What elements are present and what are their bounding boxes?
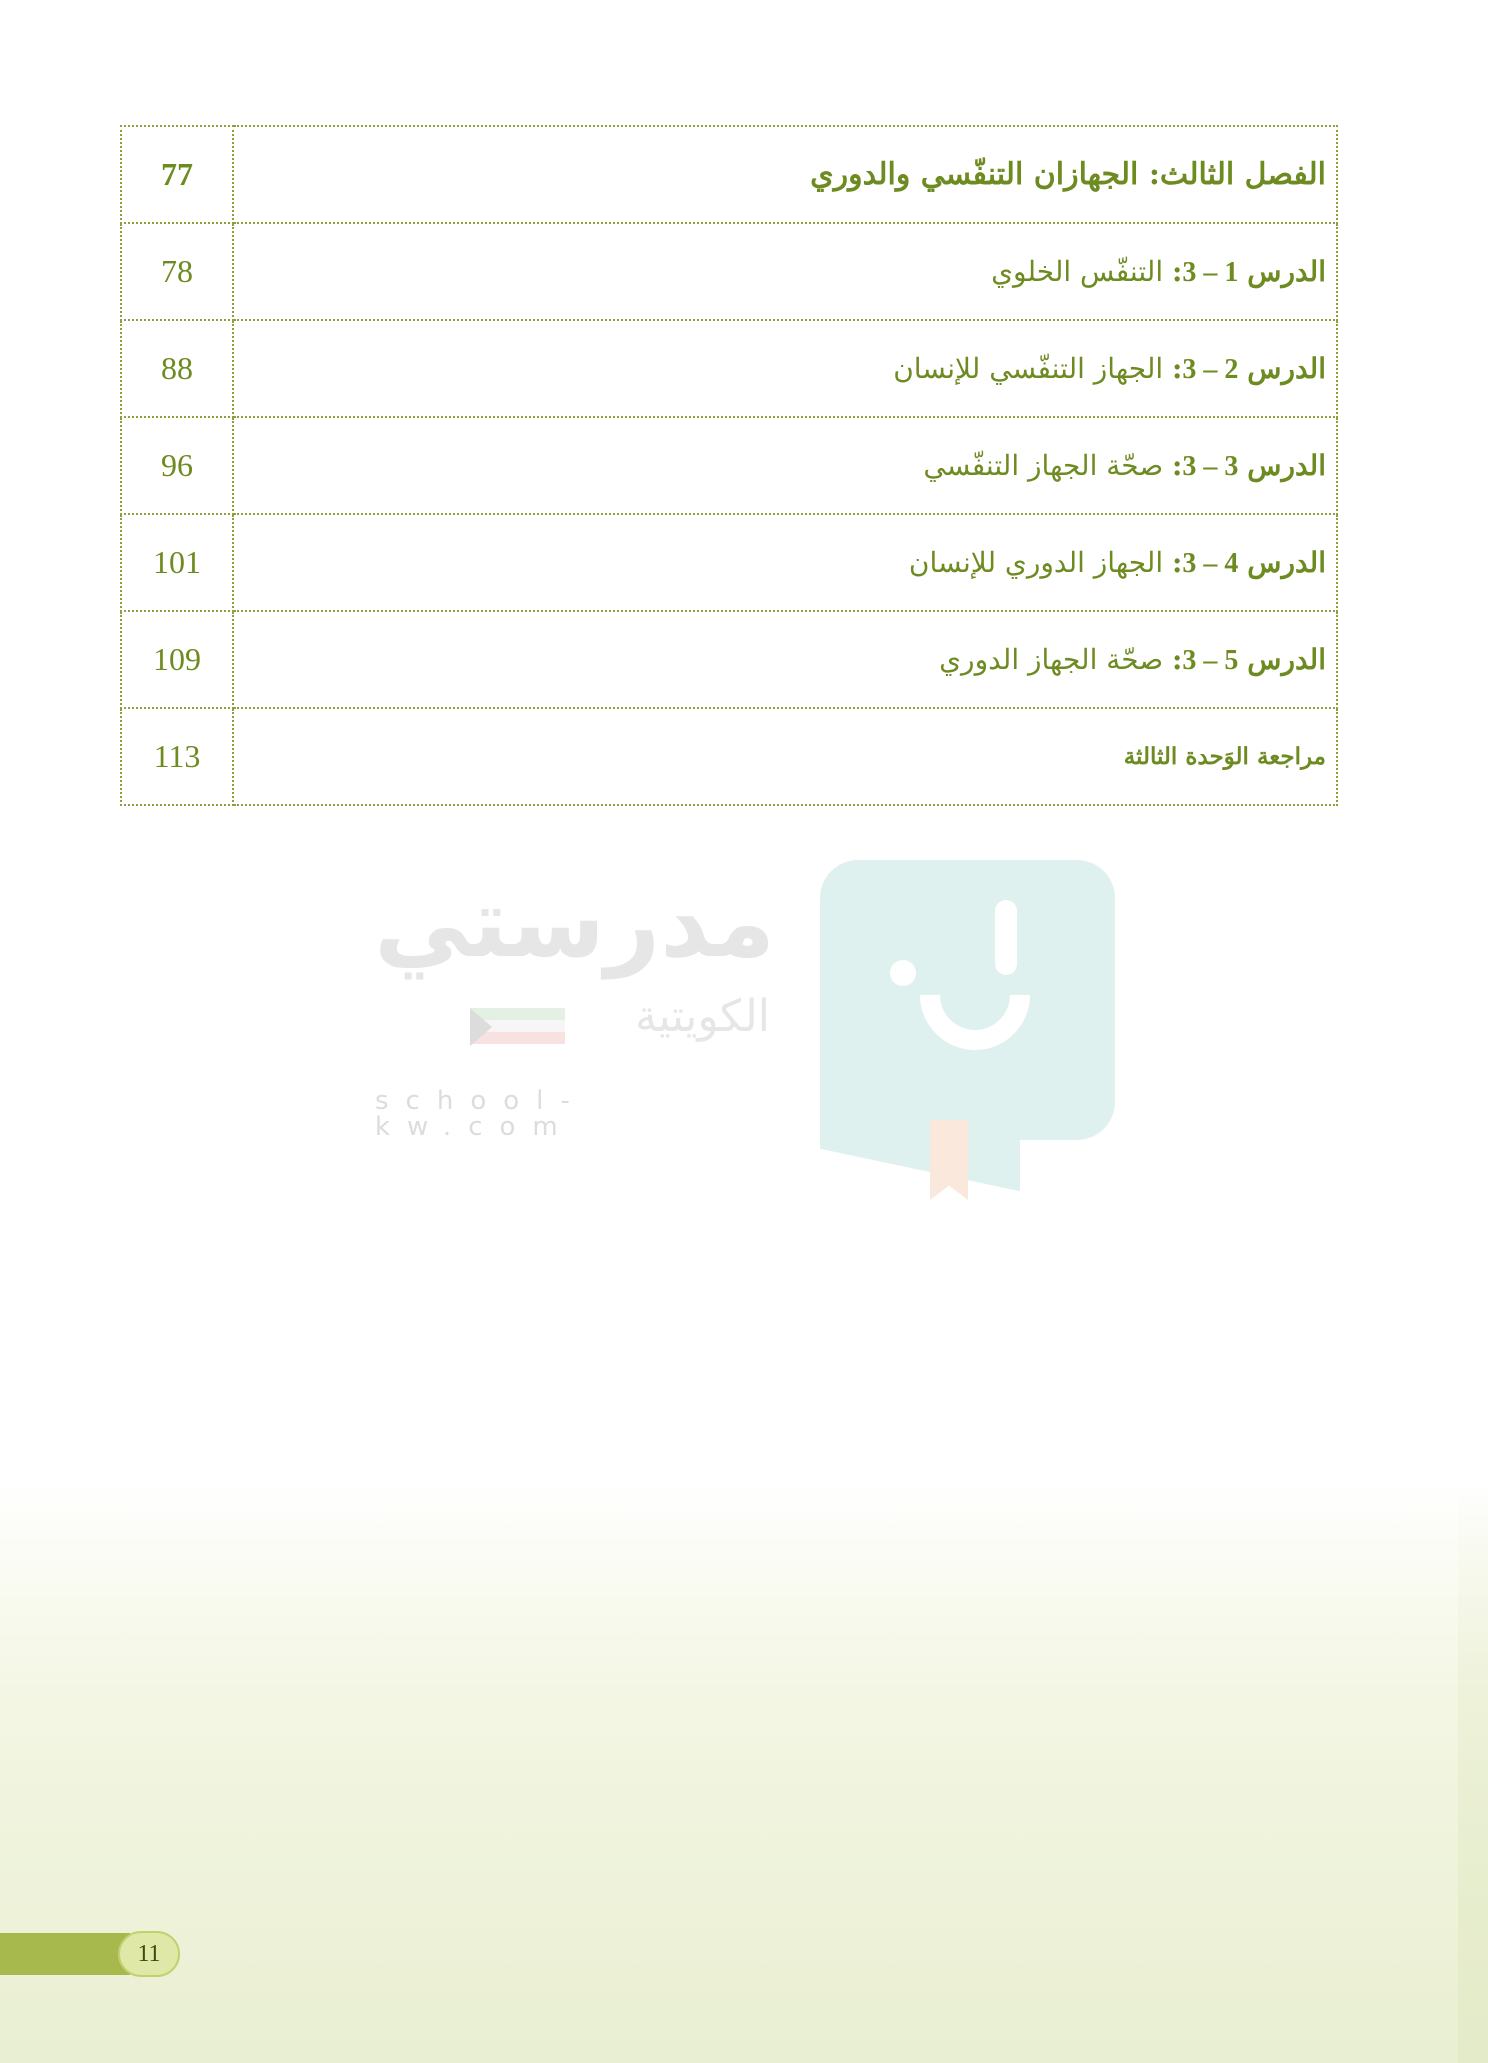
- toc-page-number: 88: [121, 320, 233, 417]
- toc-lesson-row[interactable]: [121, 417, 1337, 514]
- watermark-name: مدرستي: [374, 867, 775, 979]
- kuwait-flag-icon: [470, 1008, 565, 1046]
- toc-lesson-row[interactable]: [121, 320, 1337, 417]
- lesson-colon: :: [1172, 254, 1183, 288]
- toc-lesson-entry: [233, 417, 1337, 514]
- toc-review-row[interactable]: [121, 708, 1337, 805]
- toc-lesson-row[interactable]: [121, 514, 1337, 611]
- lesson-title: التنفّس الخلوي: [991, 254, 1164, 288]
- lesson-title: الجهاز التنفّسي للإنسان: [893, 351, 1164, 385]
- lesson-colon: :: [1172, 545, 1183, 579]
- toc-page-number: 109: [121, 611, 233, 708]
- lesson-title: صحّة الجهاز التنفّسي: [923, 448, 1164, 482]
- lesson-prefix: الدرس: [1247, 351, 1326, 385]
- toc-page-number: 78: [121, 223, 233, 320]
- watermark-subtitle: الكويتية: [634, 991, 770, 1042]
- watermark-logo-dot: [890, 960, 916, 986]
- lesson-number: 3 – 5: [1182, 644, 1239, 676]
- toc-chapter-title: الفصل الثالث: الجهازان التنفّسي والدوري: [233, 126, 1337, 223]
- table-of-contents: [120, 125, 1338, 806]
- watermark-url: school-kw.com: [375, 1086, 587, 1142]
- lesson-prefix: الدرس: [1247, 642, 1326, 676]
- lesson-title: صحّة الجهاز الدوري: [939, 642, 1164, 676]
- toc-lesson-entry: [233, 223, 1337, 320]
- toc-lesson-row[interactable]: [121, 223, 1337, 320]
- lesson-colon: :: [1172, 642, 1183, 676]
- toc-page-number: 101: [121, 514, 233, 611]
- toc-chapter-row[interactable]: [121, 126, 1337, 223]
- lesson-colon: :: [1172, 448, 1183, 482]
- toc-page-number: 96: [121, 417, 233, 514]
- lesson-prefix: الدرس: [1247, 254, 1326, 288]
- lesson-number: 3 – 1: [1182, 256, 1239, 288]
- lesson-number: 3 – 3: [1182, 450, 1239, 482]
- page-edge-tint: [1458, 1480, 1488, 2063]
- toc-lesson-row[interactable]: [121, 611, 1337, 708]
- lesson-prefix: الدرس: [1247, 448, 1326, 482]
- toc-page-number: 77: [121, 126, 233, 223]
- lesson-title: الجهاز الدوري للإنسان: [908, 545, 1164, 579]
- watermark-bookmark-icon: [930, 1120, 968, 1200]
- toc-lesson-entry: [233, 320, 1337, 417]
- lesson-colon: :: [1172, 351, 1183, 385]
- toc-lesson-entry: [233, 514, 1337, 611]
- lesson-prefix: الدرس: [1247, 545, 1326, 579]
- toc-lesson-entry: [233, 611, 1337, 708]
- page-number: 11: [118, 1931, 180, 1977]
- lesson-number: 3 – 4: [1182, 547, 1239, 579]
- toc-review-title: مراجعة الوَحدة الثالثة: [233, 708, 1337, 805]
- footer-bar: [0, 1933, 130, 1975]
- lesson-number: 3 – 2: [1182, 353, 1239, 385]
- toc-page-number: 113: [121, 708, 233, 805]
